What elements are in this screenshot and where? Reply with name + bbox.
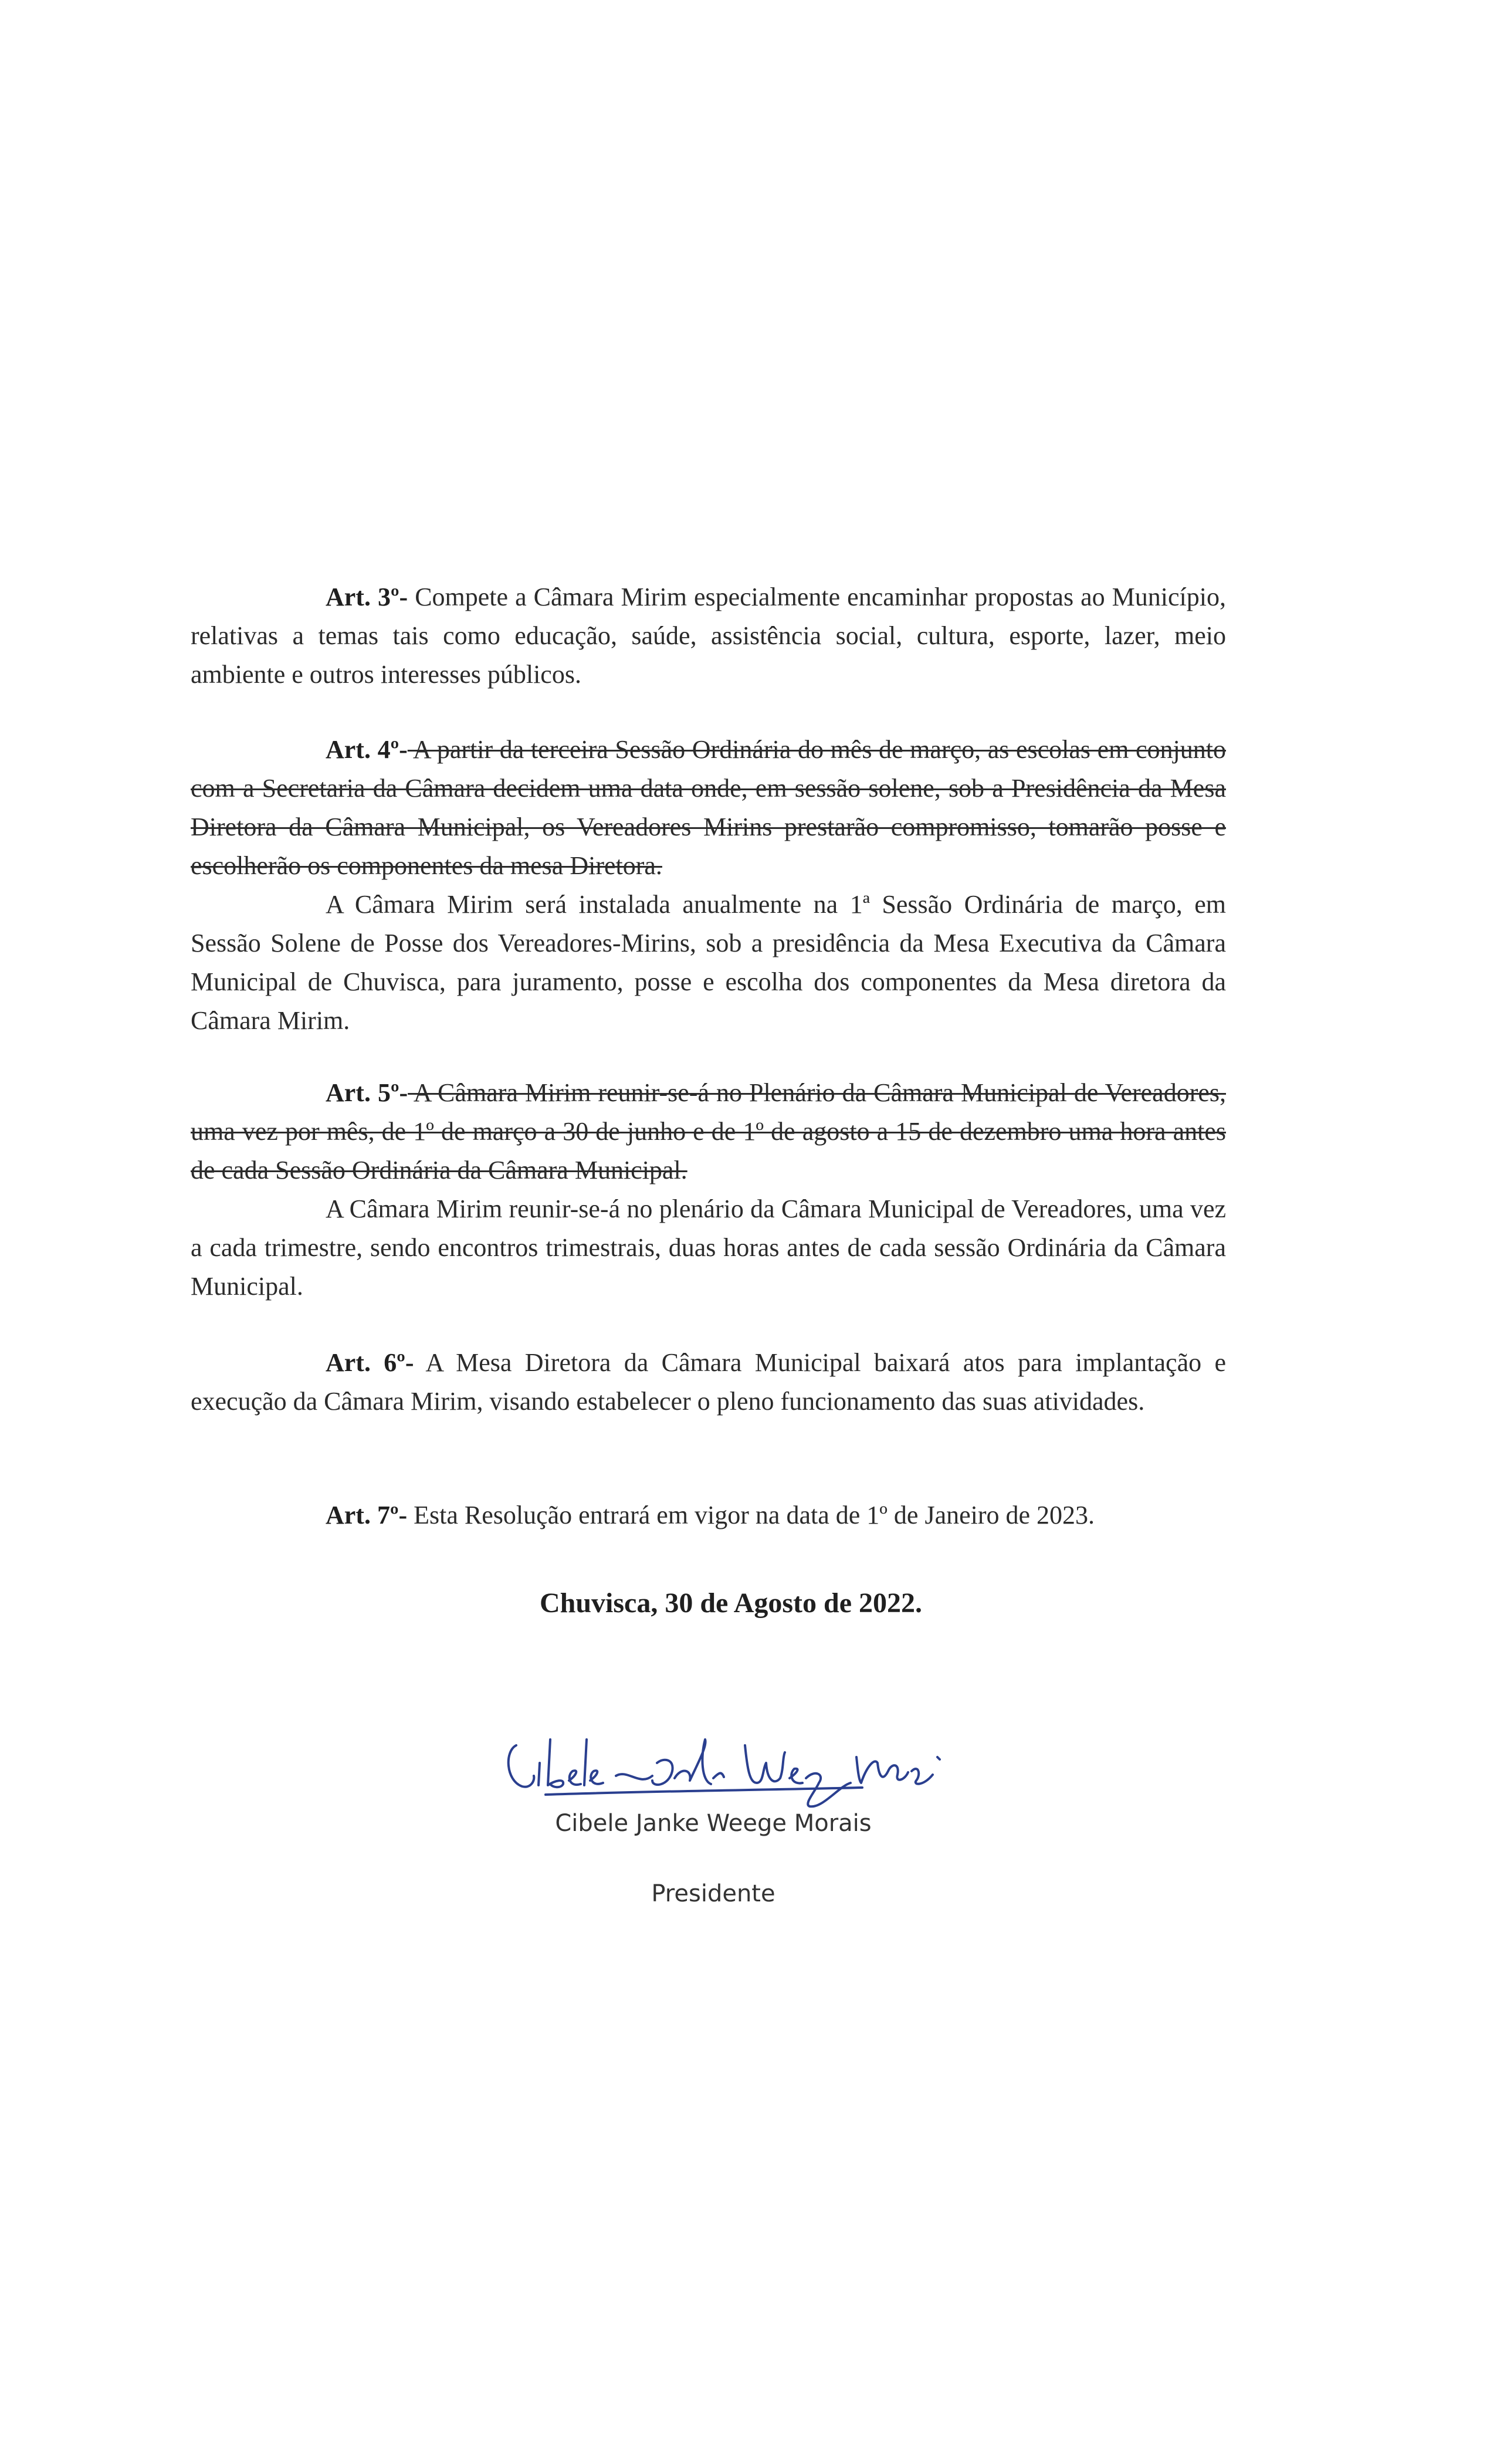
article-3-label: Art. 3º- [326,583,408,611]
article-7-label: Art. 7º- [326,1501,408,1529]
article-4-struck-text: A partir da terceira Sessão Ordinária do mês de março, as escolas em conjunto com a Secretaria da Câmara decidem uma data onde, em sessão solene, sob a Presidência da Mesa Diretora da Câmara Municipal, os Vereadores Mirins prestarão compromisso, tomarão posse e escolherão os componentes da mesa Diretora. [191,735,1226,880]
handwritten-signature [499,1722,944,1810]
dateline-text: Chuvisca, 30 de Agosto de 2022. [539,1588,923,1619]
article-6 [191,1343,1226,1421]
article-3 [191,578,1226,694]
article-6-paragraph [191,1343,1226,1421]
article-7-paragraph [191,1496,1226,1535]
signer-role [0,1880,1497,1907]
article-4-revoked-paragraph [191,730,1226,885]
signer-name [0,1810,1497,1837]
article-7 [191,1496,1226,1535]
article-5 [191,1074,1226,1306]
article-3-paragraph [191,578,1226,694]
article-6-label: Art. 6º- [326,1348,414,1377]
article-5-label: Art. 5º- [326,1078,408,1107]
article-6-text: A Mesa Diretora da Câmara Municipal baixará atos para implantação e execução da Câmara Mirim, visando estabelecer o pleno funcionamento das suas atividades. [191,1348,1227,1416]
article-4-label: Art. 4º- [326,735,408,764]
article-7-text: Esta Resolução entrará em vigor na data de 1º de Janeiro de 2023. [407,1501,1095,1529]
signer-role-text: Presidente [651,1880,775,1907]
article-4 [191,730,1226,1040]
article-4-new-paragraph: A Câmara Mirim será instalada anualmente na 1ª Sessão Ordinária de março, em Sessão Solene de Posse dos Vereadores-Mirins, sob a presidência da Mesa Executiva da Câmara Municipal de Chuvisca, para juramento, posse e escolha dos componentes da Mesa diretora da Câmara Mirim. [191,890,1226,1035]
signer-name-text: Cibele Janke Weege Morais [555,1810,872,1837]
article-5-revoked-paragraph [191,1074,1226,1190]
article-5-new-paragraph: A Câmara Mirim reunir-se-á no plenário da Câmara Municipal de Vereadores, uma vez a cada trimestre, sendo encontros trimestrais, duas horas antes de cada sessão Ordinária da Câmara Municipal. [191,1194,1226,1301]
dateline [0,1587,1497,1619]
article-5-struck-text: A Câmara Mirim reunir-se-á no Plenário da Câmara Municipal de Vereadores, uma vez por mês, de 1º de março a 30 de junho e de 1º de agosto a 15 de dezembro uma hora antes de cada Sessão Ordinária da Câmara Municipal. [191,1078,1226,1184]
article-3-text: Compete a Câmara Mirim especialmente encaminhar propostas ao Município, relativas a temas tais como educação, saúde, assistência social, cultura, esporte, lazer, meio ambiente e outros interesses públicos. [191,583,1226,689]
